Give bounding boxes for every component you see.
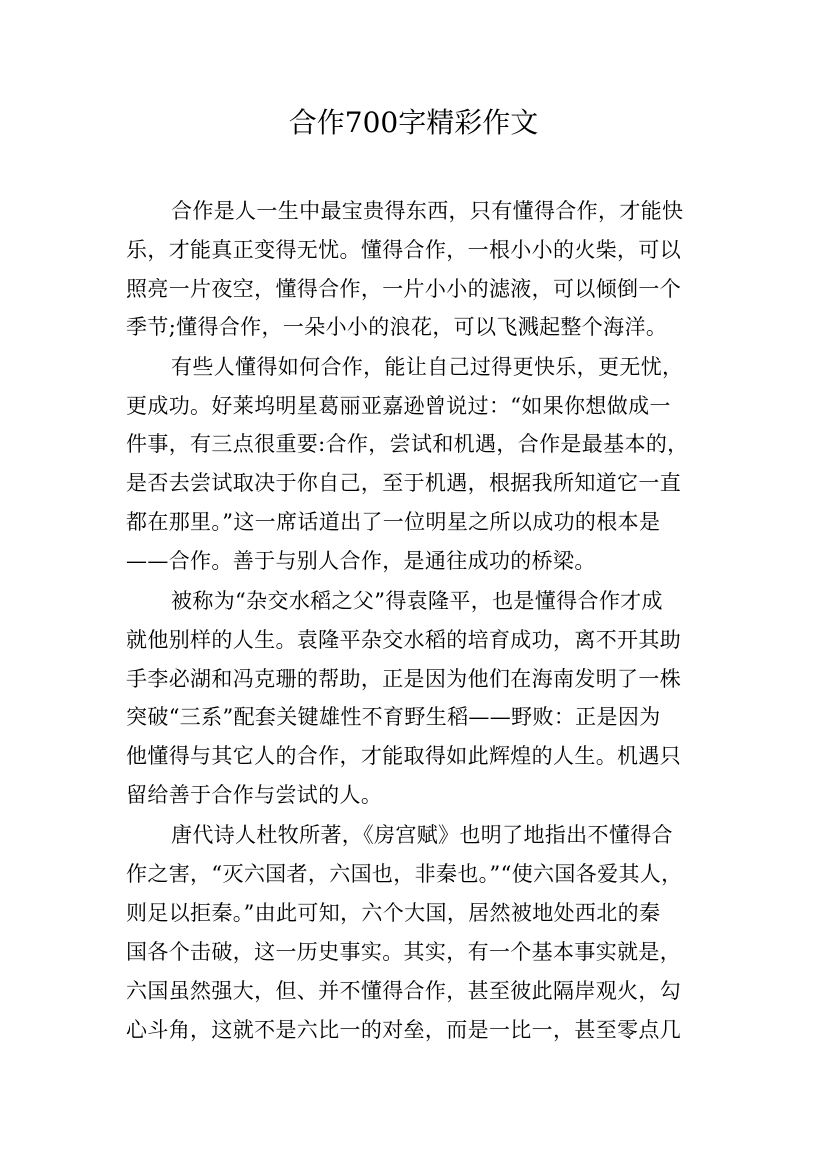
paragraph-2-line-4: 是否去尝试取决于你自己，至于机遇，根据我所知道它一直 <box>126 471 682 495</box>
paragraph-1-line-2: 乐，才能真正变得无忧。懂得合作，一根小小的火柴，可以 <box>126 238 682 262</box>
paragraph-4-line-6: 心斗角，这就不是六比一的对垒，而是一比一，甚至零点几 <box>126 1018 682 1042</box>
paragraph-3-line-2: 就他别样的人生。袁隆平杂交水稻的培育成功，离不开其助 <box>126 628 682 652</box>
paragraph-1-line-1: 合作是人一生中最宝贵得东西，只有懂得合作，才能快 <box>171 199 684 223</box>
paragraph-3-line-3: 手李必湖和冯克珊的帮助，正是因为他们在海南发明了一株 <box>126 667 682 691</box>
paragraph-2-line-1: 有些人懂得如何合作，能让自己过得更快乐，更无忧， <box>171 355 684 379</box>
paragraph-4-line-3: 则足以拒秦。”由此可知，六个大国，居然被地处西北的秦 <box>126 901 661 925</box>
paragraph-2-line-5: 都在那里。”这一席话道出了一位明星之所以成功的根本是 <box>126 510 661 534</box>
paragraph-3-line-5: 他懂得与其它人的合作，才能取得如此辉煌的人生。机遇只 <box>126 744 682 768</box>
paragraph-4-line-5: 六国虽然强大，但、并不懂得合作，甚至彼此隔岸观火，勾 <box>126 979 682 1003</box>
paragraph-4-line-4: 国各个击破，这一历史事实。其实，有一个基本事实就是， <box>126 940 682 964</box>
paragraph-2-line-2: 更成功。好莱坞明星葛丽亚嘉逊曾说过：“如果你想做成一 <box>126 394 671 418</box>
paragraph-3-line-1: 被称为“杂交水稻之父”得袁隆平，也是懂得合作才成 <box>171 589 663 613</box>
paragraph-2-line-6: ——合作。善于与别人合作，是通往成功的桥梁。 <box>126 549 596 573</box>
paragraph-3-line-6: 留给善于合作与尝试的人。 <box>126 783 383 807</box>
paragraph-3-line-4: 突破“三系”配套关键雄性不育野生稻——野败：正是因为 <box>126 705 661 729</box>
document-title: 合作700字精彩作文 <box>288 106 539 139</box>
paragraph-1-line-3: 照亮一片夜空，懂得合作，一片小小的滤液，可以倾倒一个 <box>126 277 682 301</box>
paragraph-2-line-3: 件事，有三点很重要:合作，尝试和机遇，合作是最基本的， <box>126 432 689 456</box>
paragraph-4-line-2: 作之害，“灭六国者，六国也，非秦也。”“使六国各爱其人， <box>126 862 683 886</box>
paragraph-4-line-1: 唐代诗人杜牧所著，《房宫赋》也明了地指出不懂得合 <box>171 823 673 847</box>
paragraph-1-line-4: 季节;懂得合作，一朵小小的浪花，可以飞溅起整个海洋。 <box>126 315 668 339</box>
